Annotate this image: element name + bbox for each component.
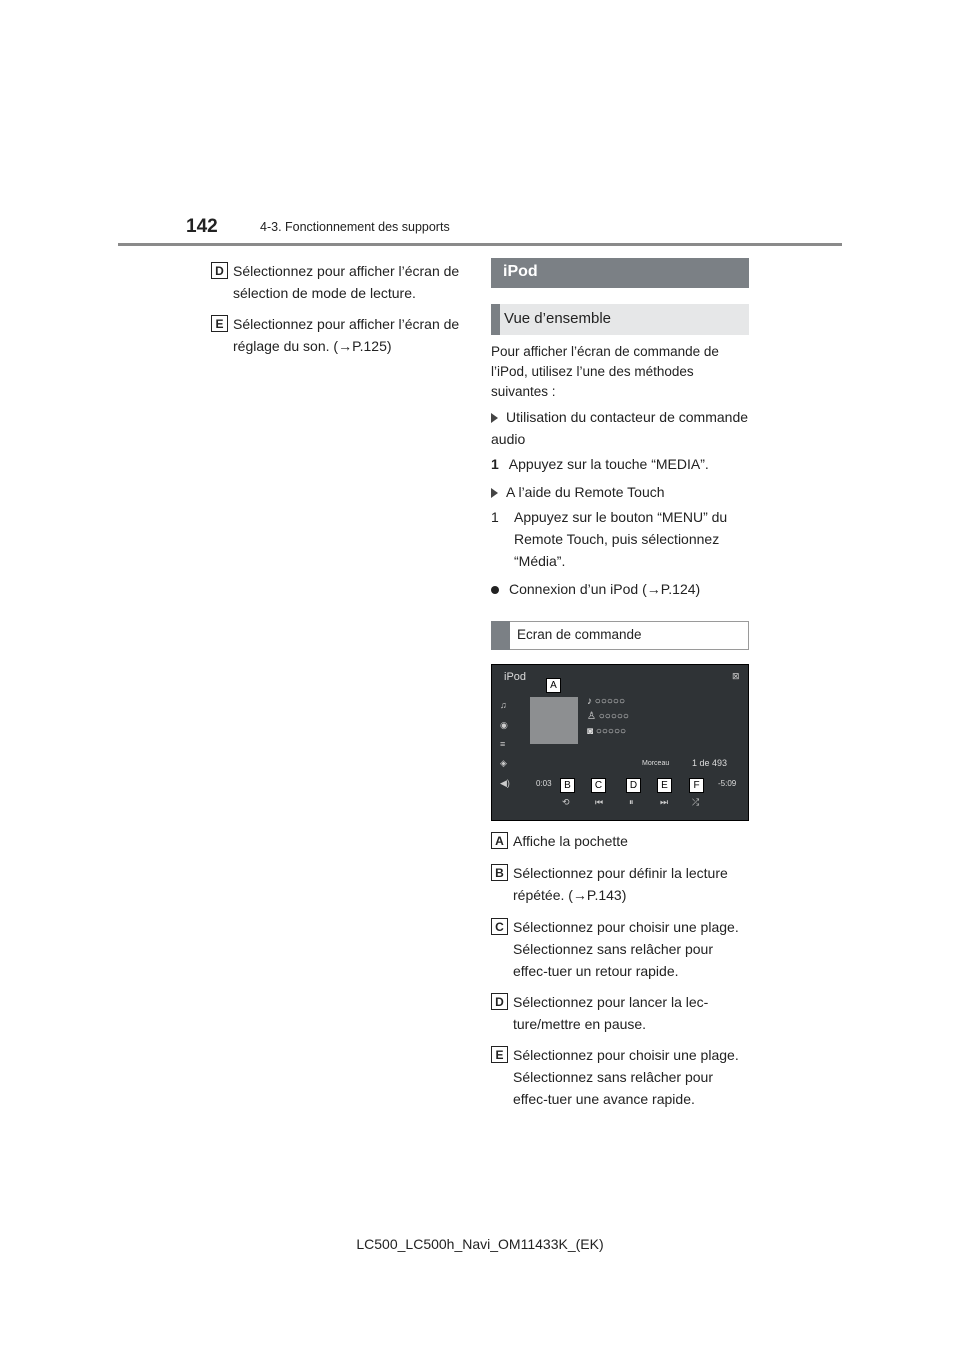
- badge-e: E: [211, 315, 228, 332]
- track-line-1: ♪ ○○○○○: [587, 696, 625, 707]
- legend-a-text: Affiche la pochette: [513, 833, 628, 849]
- ipod-screen-illustration: [491, 664, 749, 821]
- method-2-text: A l’aide du Remote Touch: [506, 484, 665, 500]
- overview-title-bar: [491, 304, 749, 335]
- remaining-time: -5:09: [718, 779, 737, 788]
- intro-text: Pour afficher l’écran de commande de l’iPod, utilisez l’une des méthodes suivantes :: [491, 344, 719, 399]
- shuffle-button[interactable]: ⤮: [692, 797, 700, 807]
- legend-b-text: Sélectionnez pour définir la lecture répétée. (→P.143): [513, 865, 728, 903]
- badge-b: B: [491, 864, 508, 881]
- control-title: Ecran de commande: [517, 627, 642, 642]
- left-item-e-text: Sélectionnez pour afficher l’écran de réglage du son. (→P.125): [233, 316, 460, 354]
- callout-d: D: [626, 778, 641, 793]
- callout-b: B: [560, 778, 575, 793]
- eye-icon: ◈: [500, 758, 507, 768]
- bullet-text: Connexion d’un iPod (→P.124): [509, 581, 701, 597]
- track-count: 1 de 493: [692, 758, 728, 768]
- triangle-icon: [491, 413, 498, 423]
- screen-title: iPod: [504, 671, 527, 683]
- track-label: Morceau: [642, 760, 670, 767]
- step-1-text: Appuyez sur la touche “MEDIA”.: [508, 456, 709, 472]
- elapsed-time: 0:03: [536, 779, 552, 788]
- bullet-connect: [491, 578, 751, 600]
- step-1: [491, 453, 751, 475]
- callout-c: C: [591, 778, 606, 793]
- badge-e2: E: [491, 1046, 508, 1063]
- step-number: 1: [491, 456, 499, 472]
- previous-track-button[interactable]: ⏮: [595, 797, 604, 807]
- source-icon: ♫: [500, 700, 507, 710]
- next-track-button[interactable]: ⏭: [660, 797, 669, 807]
- legend-e-text: Sélectionnez pour choisir une plage. Sélectionnez sans relâcher pour effec-tuer une avance rapide.: [513, 1047, 739, 1107]
- pause-button[interactable]: ⏸: [629, 797, 634, 807]
- method-1-text: Utilisation du contacteur de commande audio: [491, 409, 749, 447]
- control-title-bar: [491, 621, 749, 650]
- badge-d: D: [211, 262, 228, 279]
- ipod-title: iPod: [503, 263, 538, 280]
- method-2: [491, 481, 751, 503]
- album-cover: [530, 697, 578, 744]
- list-icon: ≡: [500, 739, 506, 749]
- step-2-text: Appuyez sur le bouton “MENU” du Remote Touch, puis sélectionnez “Média”.: [514, 509, 728, 569]
- header-rule: [118, 243, 842, 246]
- sound-icon: ◀): [500, 778, 510, 788]
- callout-a: A: [546, 678, 561, 693]
- legend-c-text: Sélectionnez pour choisir une plage. Sélectionnez sans relâcher pour effec-tuer un retour rapide.: [513, 919, 739, 979]
- left-item-d-text: Sélectionnez pour afficher l’écran de sélection de mode de lecture.: [233, 263, 460, 301]
- bullet-icon: [491, 586, 499, 594]
- step-2-number: 1: [491, 509, 499, 525]
- ipod-title-bar: [491, 258, 749, 288]
- track-line-3: ◙ ○○○○○: [587, 726, 627, 737]
- badge-d2: D: [491, 993, 508, 1010]
- section-header: 4-3. Fonctionnement des supports: [260, 220, 450, 234]
- badge-c: C: [491, 918, 508, 935]
- legend-d-text: Sélectionnez pour lancer la lec-ture/mettre en pause.: [513, 994, 709, 1032]
- callout-e: E: [657, 778, 672, 793]
- track-line-2: ♙ ○○○○○: [587, 711, 629, 722]
- status-icon: ⊠: [732, 671, 740, 681]
- play-mode-icon: ◉: [500, 720, 508, 730]
- repeat-button[interactable]: ⟲: [562, 797, 570, 807]
- triangle-icon: [491, 488, 498, 498]
- overview-title: Vue d’ensemble: [504, 310, 612, 327]
- callout-f: F: [689, 778, 704, 793]
- method-1: [491, 406, 751, 450]
- page-number: 142: [186, 216, 218, 237]
- badge-a: A: [491, 832, 508, 849]
- footer-code: LC500_LC500h_Navi_OM11433K_(EK): [356, 1236, 604, 1252]
